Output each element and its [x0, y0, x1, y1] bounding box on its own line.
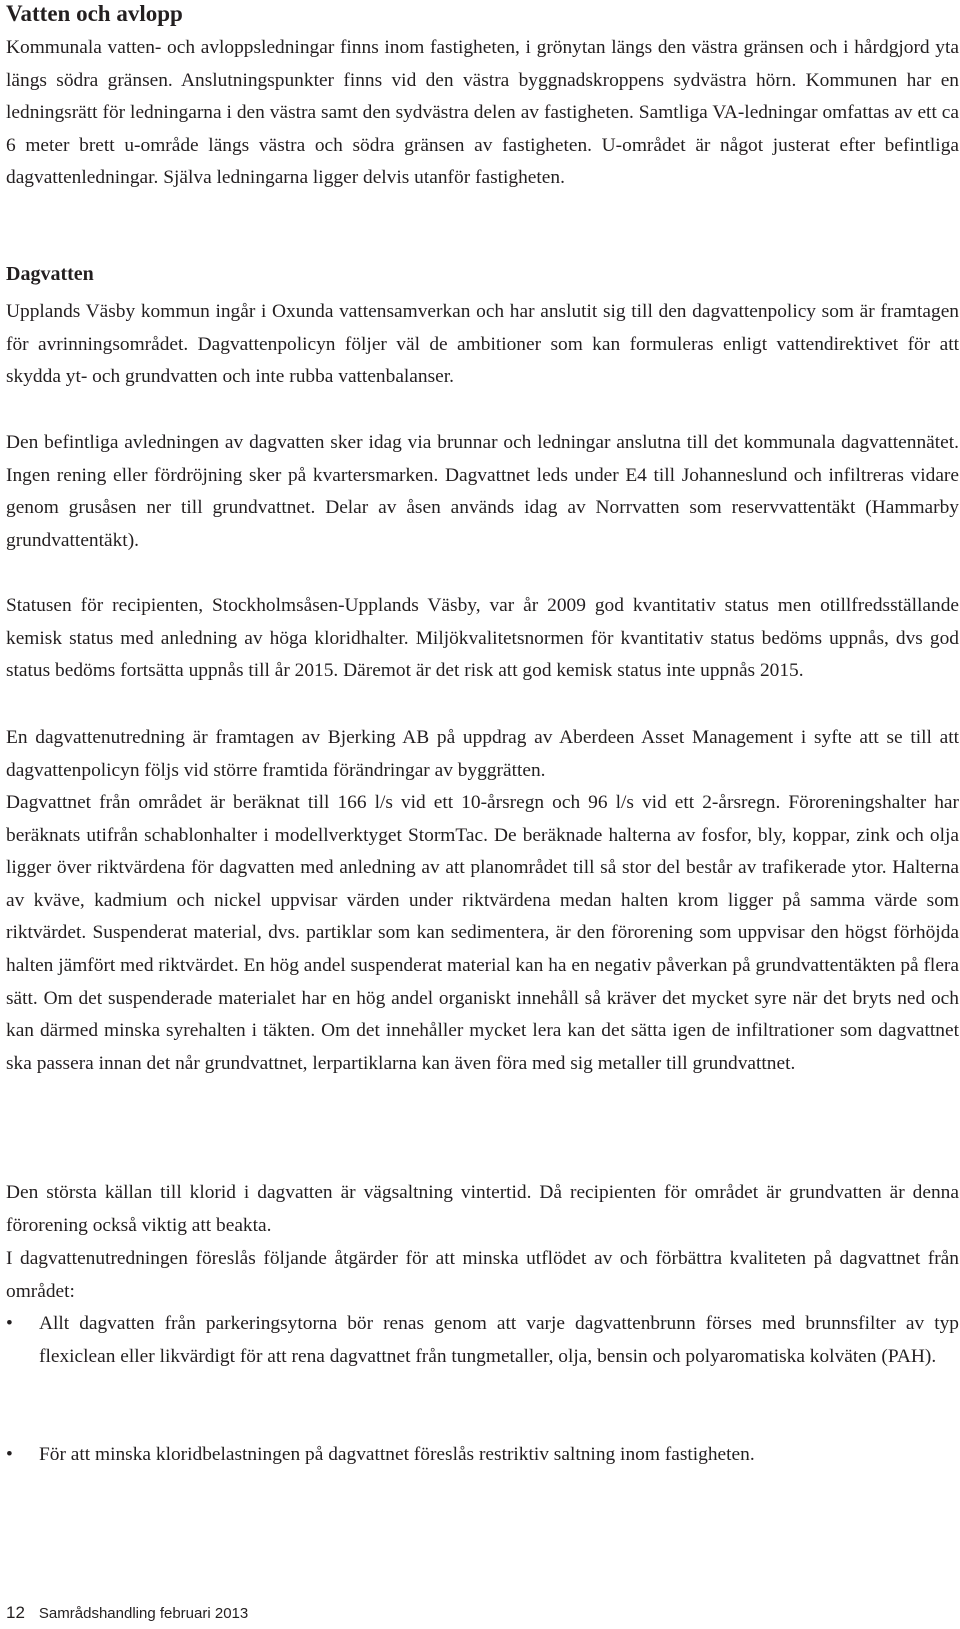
paragraph-fororeningshalter: Dagvattnet från området är beräknat till 166 l/s vid ett 10-årsregn och 96 l/s vid ett 2-årsregn. Föroreningshalter har beräknats utifrån schablonhalter i modellverktyget StormTac. De beräknade halterna av fosfor, bly, koppar, zink och olja ligger över riktvärdena för dagvatten med anledning av att planområdet till så stor del består av trafikerade ytor. Halterna av kväve, kadmium och nickel uppvisar värden under riktvärdena medan halten krom ligger på samma värde som riktvärdet. Suspenderat material, dvs. partiklar som kan sedimentera, är den förorening som uppvisar den högst förhöjda halten jämfört med riktvärdet. En hög andel suspenderat material kan ha en negativ påverkan på grundvattentäkten på flera sätt. Om det suspenderade materialet har en hög andel organiskt innehåll så kräver det mycket syre när det bryts ned och kan därmed minska syrehalten i täkten. Om det innehåller mycket lera kan det sätta igen de infiltrationer som dagvattnet ska passera innan det når grundvattnet, lerpartiklarna kan även föra med sig metaller till grundvattnet. — [6, 792, 959, 1074]
paragraph-atgarder-intro: I dagvattenutredningen föreslås följande åtgärder för att minska utflödet av och förbättra kvaliteten på dagvattnet från området: — [6, 1248, 959, 1302]
bullet-marker: • — [6, 1313, 13, 1334]
footer-document-title: Samrådshandling februari 2013 — [38, 1605, 249, 1622]
subheading-dagvatten: Dagvatten — [6, 263, 94, 285]
paragraph-dagvattenutredning: En dagvattenutredning är framtagen av Bjerking AB på uppdrag av Aberdeen Asset Management i syfte att se till att dagvattenpolicyn följs vid större framtida förändringar av byggrätten. — [6, 727, 959, 781]
paragraph-klorid: Den största källan till klorid i dagvatten är vägsaltning vintertid. Då recipienten för området är grundvatten är denna förorening också viktig att beakta. — [6, 1182, 959, 1236]
paragraph-dagvattenpolicy: Upplands Väsby kommun ingår i Oxunda vattensamverkan och har anslutit sig till den dagvattenpolicy som är framtagen för avrinningsområdet. Dagvattenpolicyn följer väl de ambitioner som kan formuleras enligt vattendirektivet för att skydda yt- och grundvatten och inte rubba vattenbalanser. — [6, 301, 959, 388]
bullet-marker: • — [6, 1444, 13, 1465]
list-item-text: Allt dagvatten från parkeringsytorna bör renas genom att varje dagvattenbrunn förses med brunnsfilter av typ flexiclean eller likvärdigt för att rena dagvattnet från tungmetaller, olja, bensin och polyaromatiska kolväten (PAH). — [39, 1313, 959, 1367]
paragraph-recipient-status: Statusen för recipienten, Stockholmsåsen-Upplands Väsby, var år 2009 god kvantitativ status men otillfredsställande kemisk status med anledning av höga kloridhalter. Miljökvalitetsnormen för kvantitativ status bedöms uppnås, dvs god status bedöms fortsätta uppnås till år 2015. Däremot är det risk att god kemisk status inte uppnås 2015. — [6, 595, 959, 682]
list-item-text: För att minska kloridbelastningen på dagvattnet föreslås restriktiv saltning inom fastigheten. — [39, 1444, 755, 1465]
page-number: 12 — [6, 1603, 25, 1622]
list-item-brunnsfilter — [6, 1308, 959, 1373]
paragraph-va-ledningar: Kommunala vatten- och avloppsledningar finns inom fastigheten, i grönytan längs den västra gränsen och i hårdgjord yta längs södra gränsen. Anslutningspunkter finns vid den västra byggnadskroppens sydvästra hörn. Kommunen har en ledningsrätt för ledningarna i den västra samt den sydvästra delen av fastigheten. Samtliga VA-ledningar omfattas av ett ca 6 meter brett u-område längs västra och södra gränsen av fastigheten. U-området är något justerat efter befintliga dagvattenledningar. Själva ledningarna ligger delvis utanför fastigheten. — [6, 37, 959, 189]
page-footer — [6, 1603, 248, 1624]
list-item-saltning — [6, 1439, 959, 1472]
paragraph-befintlig-avledning: Den befintliga avledningen av dagvatten sker idag via brunnar och ledningar anslutna till det kommunala dagvattennätet. Ingen rening eller fördröjning sker på kvartersmarken. Dagvattnet leds under E4 till Johanneslund och infiltreras vidare genom grusåsen ner till grundvattnet. Delar av åsen används idag av Norrvatten som reservvattentäkt (Hammarby grundvattentäkt). — [6, 432, 959, 551]
section-heading-vatten-och-avlopp: Vatten och avlopp — [6, 1, 183, 26]
